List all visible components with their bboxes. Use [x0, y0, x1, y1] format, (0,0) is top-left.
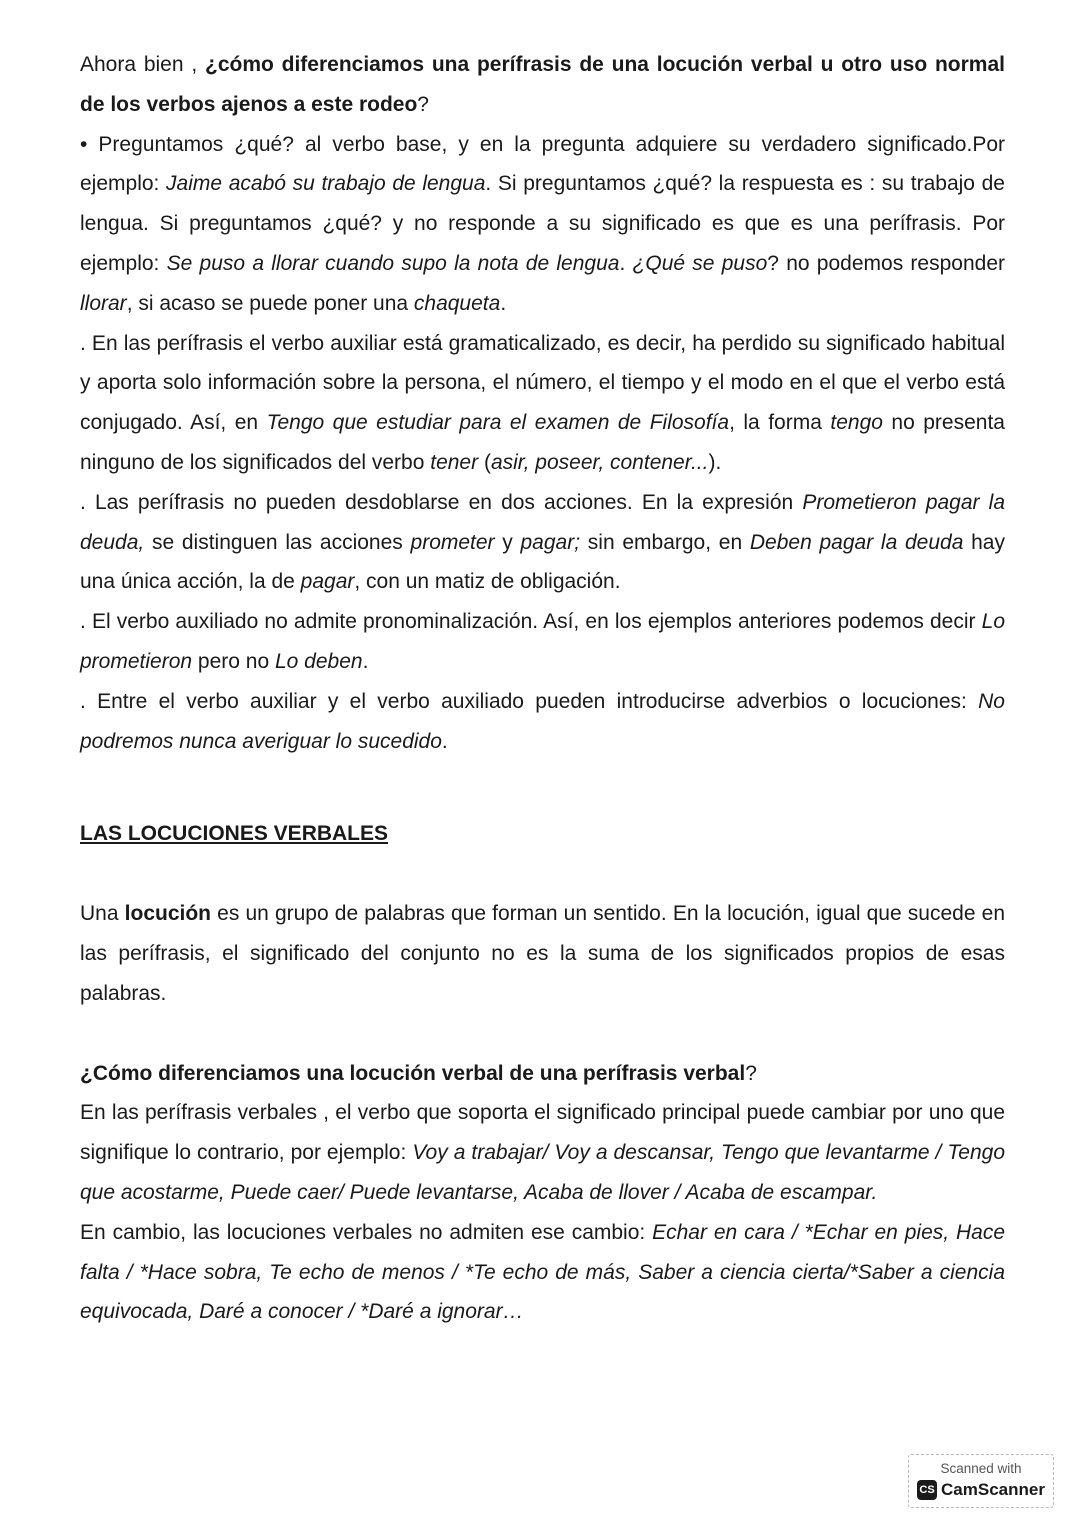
paragraph-locucion-definition	[80, 894, 1005, 1013]
text-run: • Preguntamos ¿qué? al verbo base, y en la pregunta adquiere su verdadero significado.Por ejemplo:	[80, 132, 1005, 196]
paragraph-adverbios	[80, 682, 1005, 762]
question-bold: ¿Cómo diferenciamos una locución verbal de una perífrasis verbal	[80, 1061, 746, 1085]
example-italic: llorar	[80, 291, 127, 315]
intro-question-mark: ?	[417, 92, 429, 116]
example-italic: Echar en cara / *Echar en pies, Hace falta / *Hace sobra, Te echo de menos / *Te echo de más, Saber a ciencia cierta/*Saber a ciencia equivocada, Daré a conocer / *Daré a ignorar…	[80, 1220, 1005, 1324]
text-run: . Entre el verbo auxiliar y el verbo auxiliado pueden introducirse adverbios o locuciones:	[80, 689, 979, 713]
text-run: En las perífrasis verbales , el verbo que soporta el significado principal puede cambiar por uno que signifique lo contrario, por ejemplo:	[80, 1101, 1005, 1165]
question-mark: ?	[745, 1061, 757, 1085]
text-run: En cambio, las locuciones verbales no admiten ese cambio:	[80, 1220, 653, 1244]
camscanner-logo-icon: CS	[917, 1480, 937, 1500]
text-run: .	[500, 291, 507, 315]
text-run: . Las perífrasis no pueden desdoblarse en dos acciones. En la expresión	[80, 490, 803, 514]
text-run: es un grupo de palabras que forman un sentido. En la locución, igual que sucede en las perífrasis, el significado del conjunto no es la suma de los significados propios de esas palabras.	[80, 902, 1006, 1005]
text-run: hay una única acción, la de	[80, 530, 1005, 594]
intro-text: Ahora bien ,	[80, 53, 205, 76]
example-italic: pagar	[300, 570, 355, 594]
text-run: se distinguen las acciones	[144, 530, 411, 554]
document-page	[80, 45, 1005, 1332]
camscanner-name: CamScanner	[941, 1480, 1045, 1499]
paragraph-bullet-question	[80, 125, 1005, 324]
text-run: no presenta ninguno de los significados del verbo	[80, 411, 1005, 474]
text-run: .	[619, 251, 633, 275]
paragraph-desdoblarse	[80, 483, 1005, 602]
example-italic: Deben pagar la deuda	[749, 530, 964, 554]
example-italic: Jaime acabó su trabajo de lengua	[166, 172, 486, 196]
example-italic: prometer	[410, 530, 495, 554]
text-run: . El verbo auxiliado no admite pronominalización. Así, en los ejemplos anteriores podemos decir	[80, 610, 982, 634]
example-italic: ¿Qué se puso	[632, 251, 768, 275]
example-italic: pagar;	[520, 530, 581, 554]
text-run: ? no podemos responder	[767, 251, 1005, 275]
paragraph-pronominalizacion	[80, 602, 1005, 682]
intro-paragraph	[80, 45, 1005, 125]
example-italic: Prometieron pagar la deuda,	[80, 490, 1005, 554]
text-run: . Si preguntamos ¿qué? la respuesta es : su trabajo de lengua. Si preguntamos ¿qué? y no responde a su significado es que es una perífrasis. Por ejemplo:	[80, 172, 1005, 275]
example-italic: Tengo que estudiar para el examen de Filosofía	[266, 411, 730, 435]
camscanner-brand	[909, 1480, 1053, 1500]
text-run: .	[362, 649, 369, 673]
example-italic: tener	[430, 450, 479, 474]
example-italic: No podremos nunca averiguar lo sucedido	[80, 689, 1005, 753]
scanned-with-label: Scanned with	[940, 1461, 1022, 1476]
text-run: (	[478, 450, 491, 474]
example-italic: tengo	[830, 411, 883, 435]
text-run: ).	[708, 450, 722, 474]
section-heading: LAS LOCUCIONES VERBALES	[80, 822, 389, 846]
example-italic: asir, poseer, contener...	[490, 450, 709, 474]
paragraph-locuciones-cambio	[80, 1213, 1005, 1332]
text-run: .	[441, 729, 448, 753]
question-heading	[80, 1054, 1005, 1094]
text-run: , con un matiz de obligación.	[354, 570, 621, 594]
paragraph-gramaticalizado	[80, 324, 1005, 483]
term-bold: locución	[124, 902, 212, 926]
intro-question: ¿cómo diferenciamos una perífrasis de una locución verbal u otro uso normal de los verbos ajenos a este rodeo	[80, 53, 1005, 116]
text-run: , la forma	[729, 411, 831, 435]
camscanner-badge	[908, 1454, 1054, 1508]
text-run: Una	[80, 902, 125, 926]
text-run: y	[494, 530, 521, 554]
paragraph-perifrasis-cambio	[80, 1093, 1005, 1212]
example-italic: Lo prometieron	[80, 610, 1005, 673]
text-run: . En las perífrasis el verbo auxiliar está gramaticalizado, es decir, ha perdido su significado habitual y aporta solo información sobre la persona, el número, el tiempo y el modo en el que el verbo está conjugado. Así, en	[80, 331, 1005, 435]
text-run: pero no	[192, 649, 275, 673]
text-run: , si acaso se puede poner una	[126, 291, 414, 315]
example-italic: Voy a trabajar/ Voy a descansar, Tengo que levantarme / Tengo que acostarme, Puede caer/ Puede levantarse, Acaba de llover / Acaba de escampar.	[80, 1141, 1006, 1204]
example-italic: chaqueta	[413, 291, 501, 315]
text-run: sin embargo, en	[580, 530, 750, 554]
example-italic: Lo deben	[274, 649, 363, 673]
example-italic: Se puso a llorar cuando supo la nota de lengua	[166, 251, 620, 275]
